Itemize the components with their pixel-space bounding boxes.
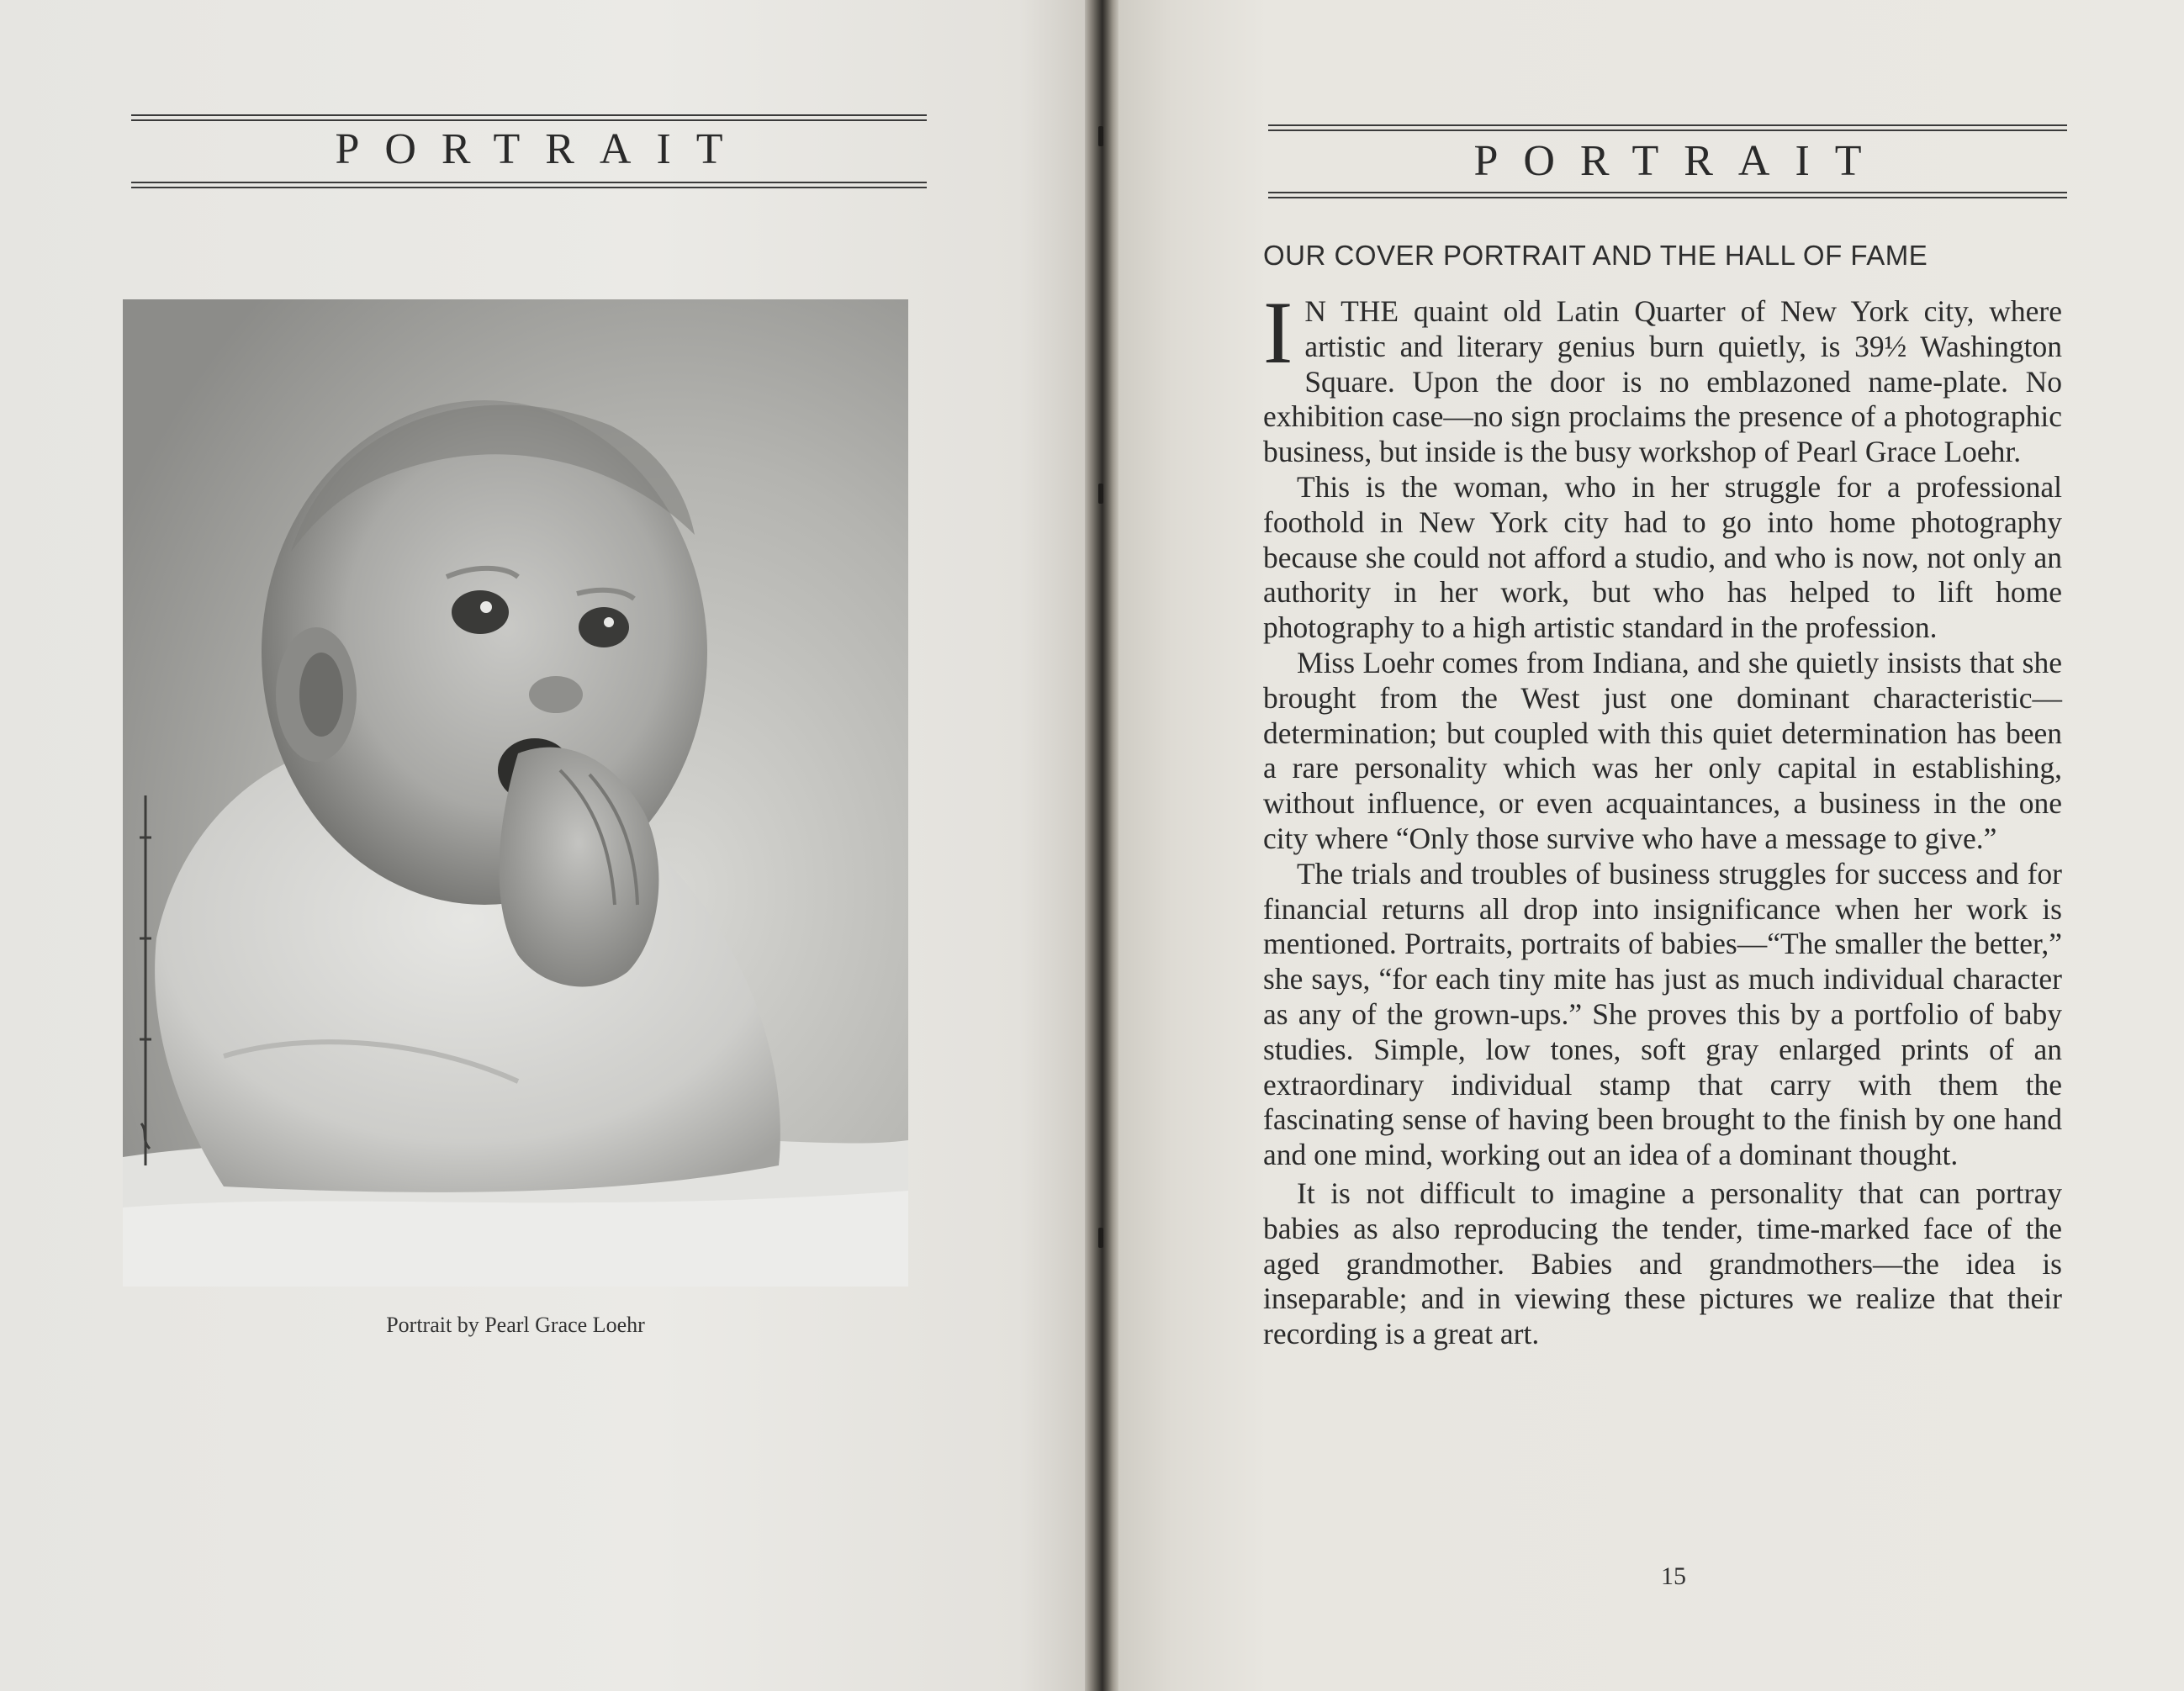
article-paragraph: This is the woman, who in her struggle for a professional foothold in New York city had to go into home photography because she could not afford a studio, and who is now, not only an authority in her work, but who has helped to lift home photography to a high artistic standard in the profession. [1263, 469, 2062, 645]
left-page [0, 0, 1085, 1691]
drop-cap: I [1263, 283, 1293, 382]
article-paragraph [1263, 283, 2062, 470]
baby-portrait-illustration [123, 299, 908, 1287]
header-top-rule [1268, 124, 2067, 131]
baby-portrait-photo [123, 299, 908, 1287]
article-body [1263, 283, 2062, 1352]
header-top-rule [131, 114, 927, 121]
binding-stitch [1098, 1228, 1103, 1248]
photo-caption: Portrait by Pearl Grace Loehr [386, 1313, 645, 1337]
page-number: 15 [1661, 1562, 1686, 1590]
binding-stitch [1098, 126, 1103, 146]
header-bottom-rule [1268, 192, 2067, 198]
running-head-right: PORTRAIT [1473, 137, 1887, 185]
article-paragraph: The trials and troubles of business struggles for success and for financial returns all drop into insignificance when her work is mentioned. Portraits, portraits of babies—“The smaller the better,” she says, “for each tiny mite has just as much individual character as any of the grown-ups.” She proves this by a portfolio of baby studies. Simple, low tones, soft gray enlarged prints of an extraordinary individual stamp that carry with them the fascinating sense of having been brought to the finish by one hand and one mind, working out an idea of a dominant thought. [1263, 856, 2062, 1172]
book-spine-gutter [1085, 0, 1118, 1691]
article-title: OUR COVER PORTRAIT AND THE HALL OF FAME [1263, 240, 1928, 271]
running-head-left: PORTRAIT [335, 125, 748, 173]
article-paragraph: Miss Loehr comes from Indiana, and she quietly insists that she brought from the West just one dominant characteristic—determination; but coupled with this quiet determination has been a rare personality which was her only capital in establishing, without influence, or even acquaintances, a business in the one city where “Only those survive who have a message to give.” [1263, 645, 2062, 855]
header-bottom-rule [131, 182, 927, 188]
binding-stitch [1098, 484, 1103, 504]
article-paragraph: It is not difficult to imagine a personality that can portray babies as also reproducing the tender, time-marked face of the aged grandmother. Babies and grandmothers—the idea is inseparable; and in viewing these pictures we realize that their recording is a great art. [1263, 1176, 2062, 1351]
paragraph-text: N THE quaint old Latin Quarter of New York city, where artistic and literary genius burn quietly, is 39½ Washington Square. Upon the door is no emblazoned name-plate. No exhibition case—no sign proclaims the presence of a photographic business, but inside is the busy workshop of Pearl Grace Loehr. [1263, 294, 2062, 469]
